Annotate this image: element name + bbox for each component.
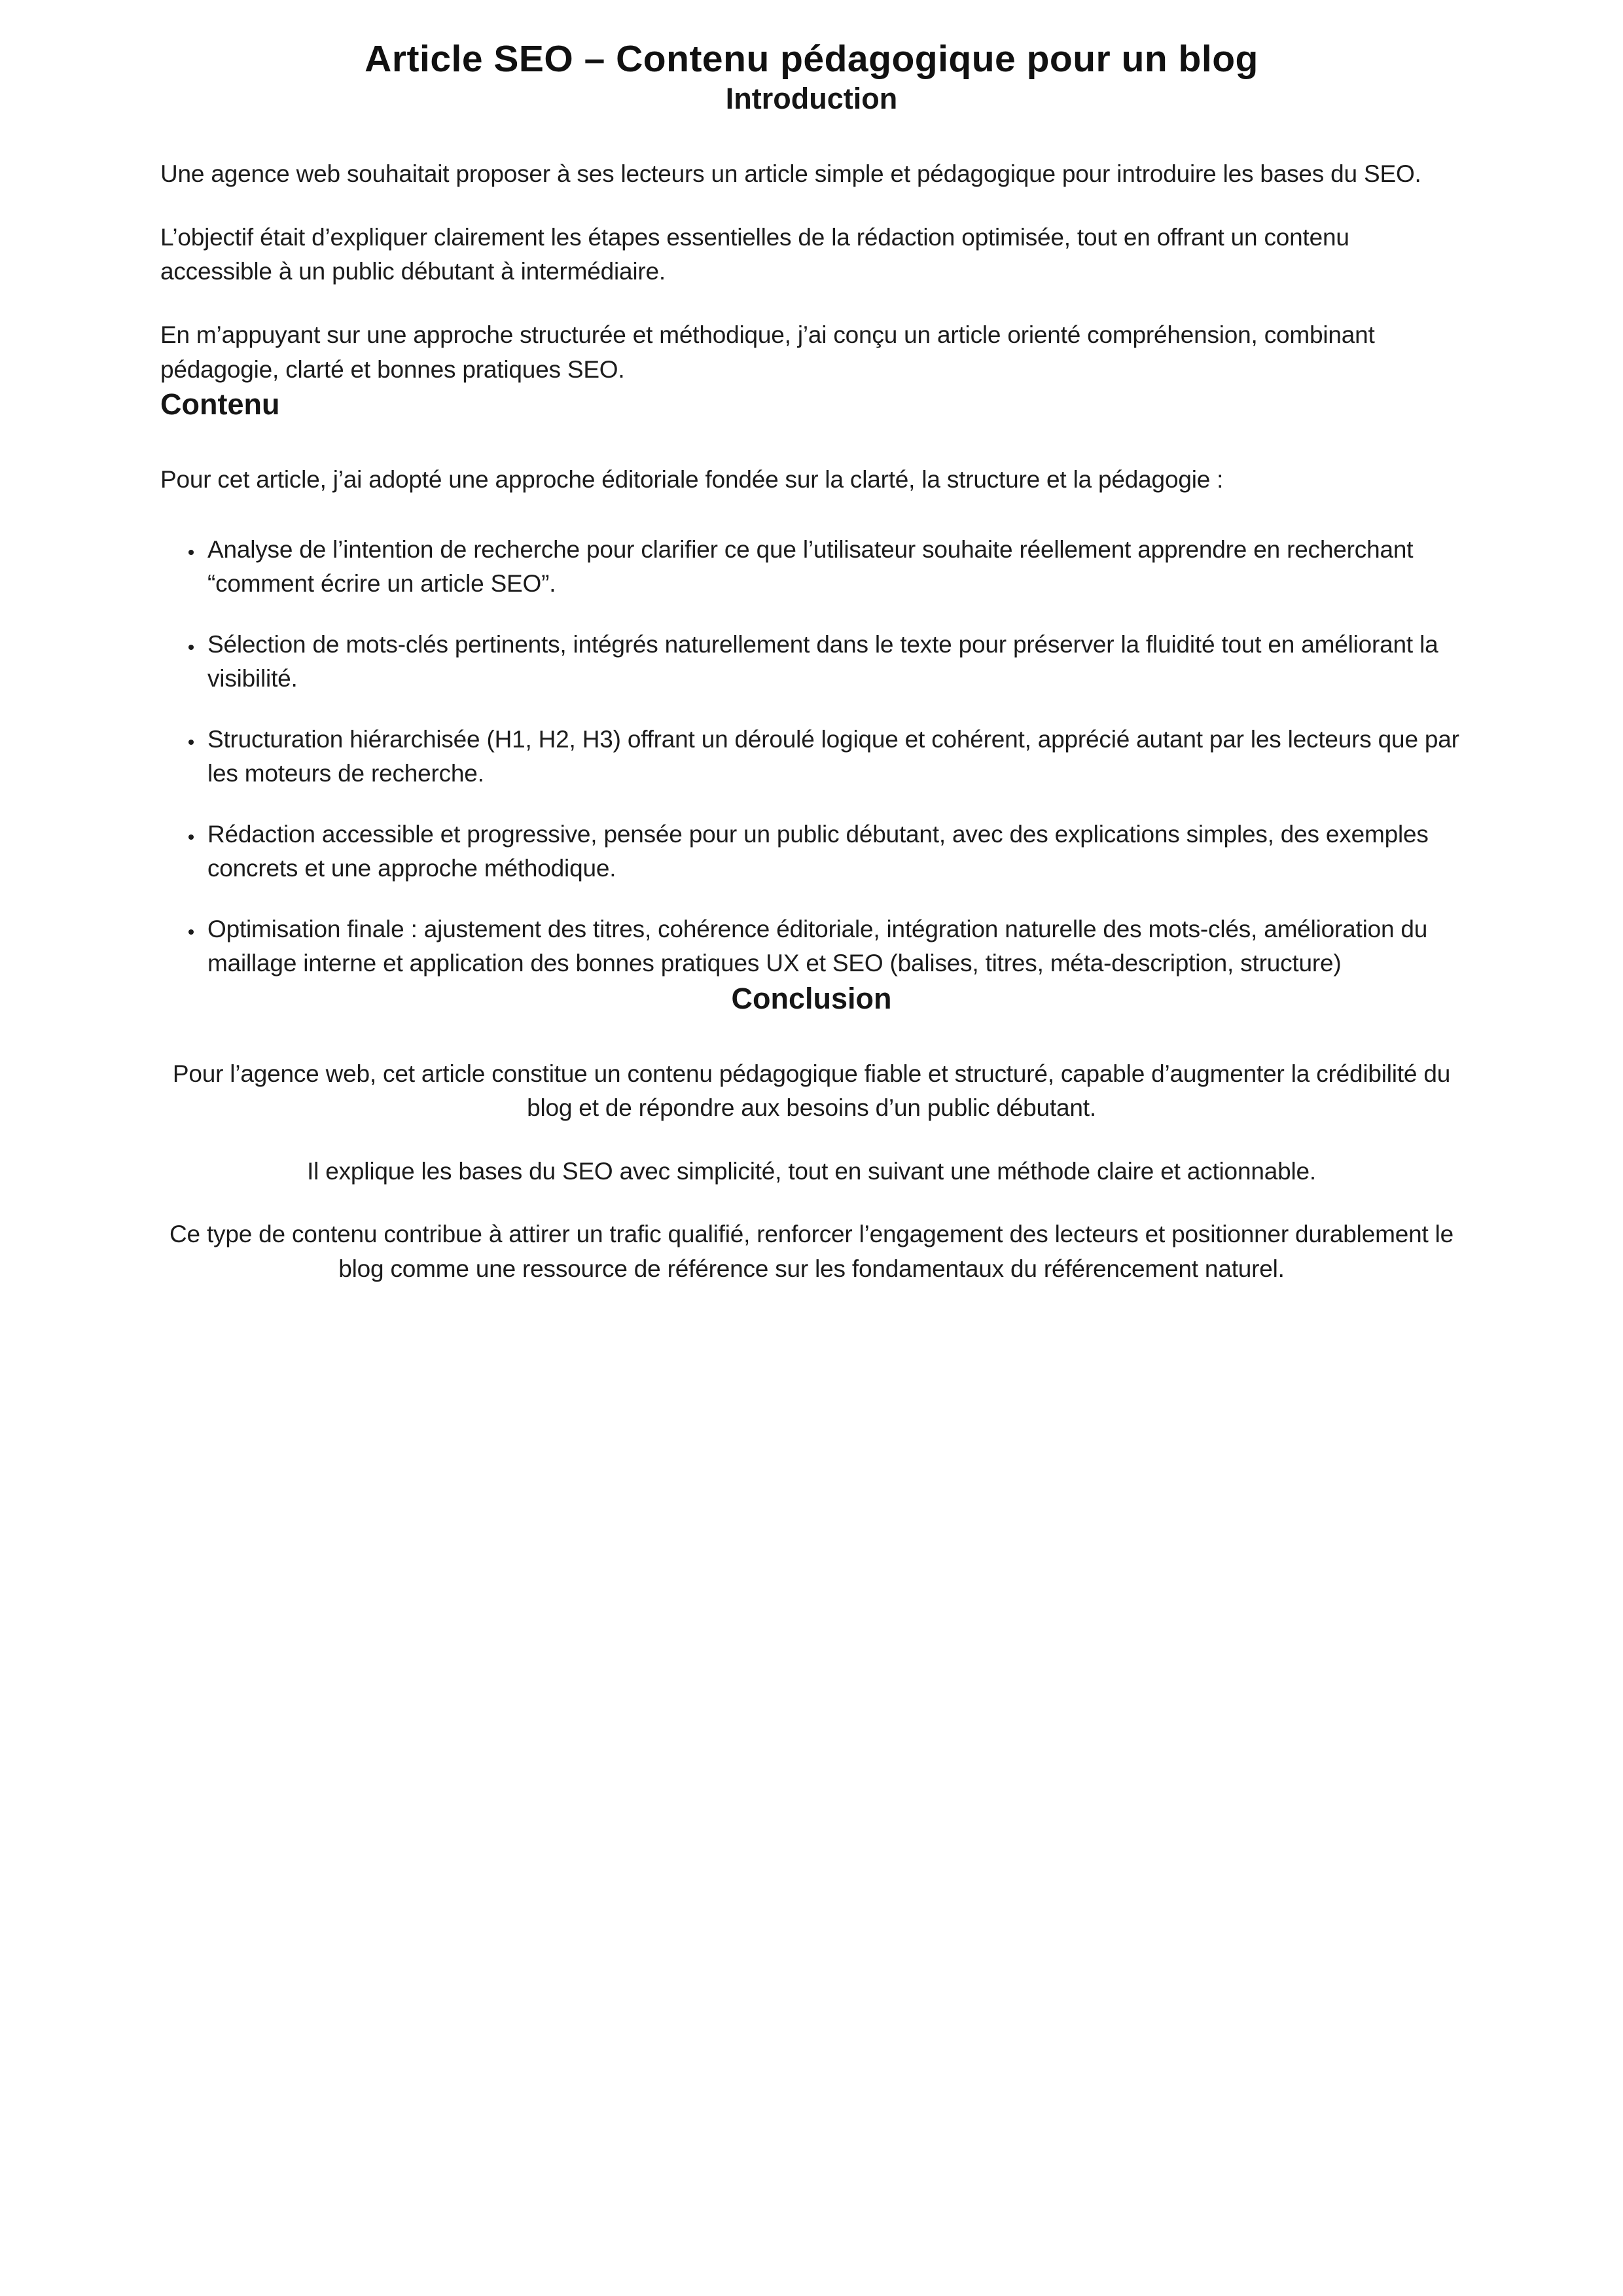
conclusion-paragraph-1: Pour l’agence web, cet article constitue un contenu pédagogique fiable et structuré, capable d’augmenter la crédibilité du blog et de répondre aux besoins d’un public débutant.: [172, 1060, 1451, 1122]
section-conclusion: [160, 981, 1463, 1287]
section-introduction: [160, 81, 1463, 387]
section-heading-conclusion: Conclusion: [731, 981, 892, 1015]
introduction-paragraph-2: L’objectif était d’expliquer clairement les étapes essentielles de la rédaction optimisée, tout en offrant un contenu accessible à un public débutant à intermédiaire.: [160, 223, 1349, 285]
introduction-paragraph-3: En m’appuyant sur une approche structurée et méthodique, j’ai conçu un article orienté compréhension, combinant pédagogie, clarté et bonnes pratiques SEO.: [160, 321, 1375, 383]
section-contenu: [160, 387, 1463, 981]
list-item: • Rédaction accessible et progressive, pensée pour un public débutant, avec des explications simples, des exemples concrets et une approche méthodique.: [204, 817, 1463, 886]
conclusion-paragraph-2: Il explique les bases du SEO avec simplicité, tout en suivant une méthode claire et actionnable.: [307, 1157, 1316, 1185]
introduction-paragraph-1: Une agence web souhaitait proposer à ses lecteurs un article simple et pédagogique pour introduire les bases du SEO.: [160, 160, 1421, 188]
list-item: • Structuration hiérarchisée (H1, H2, H3) offrant un déroulé logique et cohérent, apprécié autant par les lecteurs que par les moteurs de recherche.: [204, 723, 1463, 791]
list-item: • Analyse de l’intention de recherche pour clarifier ce que l’utilisateur souhaite réellement apprendre en recherchant “comment écrire un article SEO”.: [204, 533, 1463, 601]
list-item: • Sélection de mots-clés pertinents, intégrés naturellement dans le texte pour préserver la fluidité tout en améliorant la visibilité.: [204, 628, 1463, 696]
section-heading-contenu: Contenu: [160, 387, 280, 422]
section-heading-introduction: Introduction: [725, 82, 898, 116]
contenu-intro-paragraph: Pour cet article, j’ai adopté une approche éditoriale fondée sur la clarté, la structure et la pédagogie :: [160, 466, 1224, 493]
contenu-bullet-list: [160, 533, 1463, 981]
conclusion-paragraph-3: Ce type de contenu contribue à attirer un trafic qualifié, renforcer l’engagement des lecteurs et positionner durablement le blog comme une ressource de référence sur les fondamentaux du référencement naturel.: [169, 1221, 1454, 1283]
page-title: Article SEO – Contenu pédagogique pour un blog: [365, 38, 1258, 80]
list-item: • Optimisation finale : ajustement des titres, cohérence éditoriale, intégration naturelle des mots-clés, amélioration du maillage interne et application des bonnes pratiques UX et SEO (balises, titres, méta-description, structure): [204, 912, 1463, 981]
